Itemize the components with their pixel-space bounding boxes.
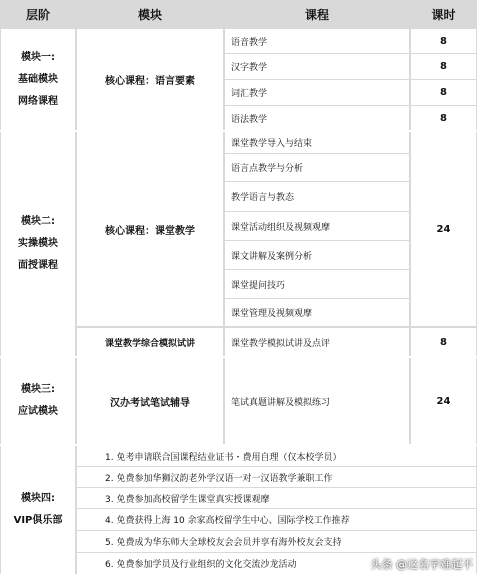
module-one-level: 模块一: 基础模块 网络课程 — [1, 29, 75, 130]
module-three-hours: 24 — [411, 358, 476, 444]
hours-cell: 8 — [411, 80, 476, 105]
module-three-group-title: 汉办考试笔试辅导 — [77, 358, 223, 444]
benefit-row: 6. 免费参加学员及行业组织的文化交流沙龙活动 — [77, 553, 476, 574]
module-one-group-title: 核心课程：语言要素 — [77, 29, 223, 130]
benefit-row: 1. 免考申请联合国课程结业证书・费用自理（仅本校学员） — [77, 446, 476, 466]
module-two-sim-hours: 8 — [411, 328, 476, 356]
course-cell: 语音教学 — [225, 29, 409, 53]
module-two-sim-title: 课堂教学综合模拟试讲 — [77, 328, 223, 356]
course-cell: 课堂教学导入与结束 — [225, 132, 409, 153]
module-two-core-hours: 24 — [411, 132, 476, 326]
course-cell: 词汇教学 — [225, 80, 409, 105]
header-module: 模块 — [76, 0, 224, 29]
course-cell: 课堂教学模拟试讲及点评 — [225, 328, 409, 356]
course-cell: 笔试真题讲解及模拟练习 — [225, 358, 409, 444]
header-level: 层阶 — [0, 0, 76, 29]
course-cell: 课堂管理及视频观摩 — [225, 299, 409, 326]
course-cell: 课文讲解及案例分析 — [225, 241, 409, 269]
header-course: 课程 — [224, 0, 410, 29]
course-cell: 汉字教学 — [225, 54, 409, 79]
watermark: 头条 @这名字难起不 — [370, 558, 473, 571]
hours-cell: 8 — [411, 29, 476, 53]
course-cell: 课堂提问技巧 — [225, 270, 409, 298]
benefit-row: 2. 免费参加华狮汉韵老外学汉语一对一汉语教学兼职工作 — [77, 467, 476, 487]
hours-cell: 8 — [411, 106, 476, 130]
benefit-row: 3. 免费参加高校留学生课堂真实授课观摩 — [77, 488, 476, 508]
course-cell: 教学语言与教态 — [225, 182, 409, 211]
module-three-level: 模块三: 应试模块 — [1, 358, 75, 444]
module-two-level: 模块二: 实操模块 面授课程 — [1, 132, 75, 356]
hours-cell: 8 — [411, 54, 476, 79]
course-cell: 语法教学 — [225, 106, 409, 130]
course-cell: 课堂活动组织及视频观摩 — [225, 212, 409, 240]
module-four-level: 模块四: VIP俱乐部 — [1, 446, 75, 574]
module-two-group-title: 核心课程：课堂教学 — [77, 132, 223, 326]
header-hours: 课时 — [410, 0, 477, 29]
benefit-row: 5. 免费成为华东师大全球校友会会员并享有海外校友会支持 — [77, 531, 476, 552]
benefit-row: 4. 免费获得上海 10 余家高校留学生中心、国际学校工作推荐 — [77, 509, 476, 530]
course-cell: 语言点教学与分析 — [225, 154, 409, 181]
